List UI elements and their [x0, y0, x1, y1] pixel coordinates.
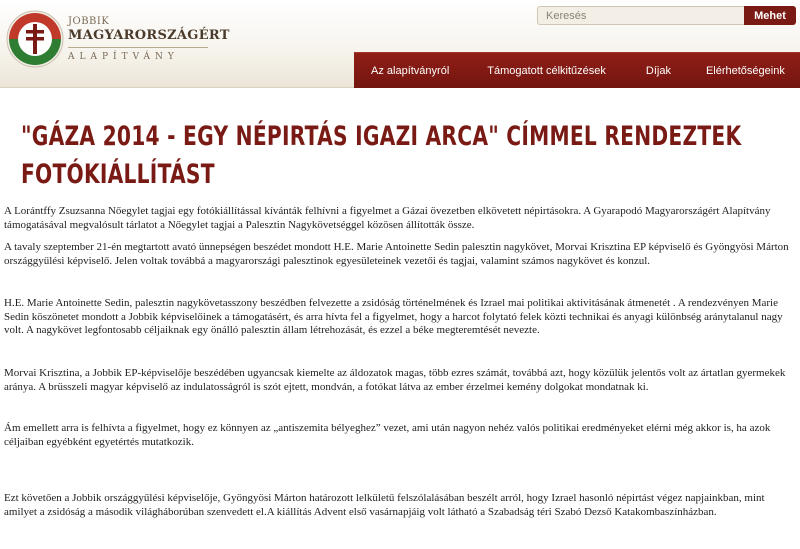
main-nav	[354, 52, 800, 88]
article-paragraph: Ezt követően a Jobbik országgyűlési képviselője, Gyöngyösi Márton határozott lelkületű felszólalásában beszélt arról, hogy Izrael hasonló népirtást végez napjainkban, mint amilyet a zsidóság a második világháborúban szenvedett el.A kiállítás Advent első vasárnapjáig volt látható a Szabadság téri Szabó Dezső Katakombaszínházban.	[4, 492, 765, 518]
article-paragraph: A tavaly szeptember 21-én megtartott avató ünnepségen beszédet mondott H.E. Marie Antoinette Sedin palesztin nagykövet, Morvai Krisztina EP képviselő és Gyöngyösi Márton országgyűlési képviselő. Jelen voltak továbbá a magyarországi palesztinok egyesületeinek vezetői és tagjai, valamint számos nagykövet és konzul.	[4, 241, 789, 267]
nav-item-contacts[interactable]: Elérhetőségeink	[705, 64, 785, 77]
article-paragraph: H.E. Marie Antoinette Sedin, palesztin nagykövetasszony beszédben felvezette a zsidóság történelmének és Izrael mai politikai aktivitásának átmenetét . A rendezvényen Marie Sedin köszönetet mondott a Jobbik képviselőinek a támogatásért, és arra hívta fel a figyelmet, hogy a harcot folytató felek közti technikai és anyagi különbség aránytalanul nagy volt. A nagykövet legfontosabb céljaiknak egy önálló palesztin állam létrehozását, és ezzel a béke megteremtését nevezte.	[4, 297, 783, 336]
article-paragraph: Ám emellett arra is felhívta a figyelmet, hogy ez könnyen az „antiszemita bélyeghez” vezet, ami után nagyon nehéz valós politikai eredményeket elérni még akkor is, ha azok céljaiban egyébként egyetértés mutatkozik.	[4, 422, 771, 448]
article-title: "GÁZA 2014 - EGY NÉPIRTÁS IGAZI ARCA" CÍMMEL RENDEZTEK FOTÓKIÁLLÍTÁST	[21, 121, 742, 190]
nav-item-about[interactable]: Az alapítványról	[371, 64, 450, 77]
brand-line2: MAGYARORSZÁGÉRT	[68, 28, 230, 43]
search-form	[537, 6, 796, 25]
article-paragraph: Morvai Krisztina, a Jobbik EP-képviselője beszédében ugyancsak kiemelte az áldozatok magas, több ezres számát, továbbá azt, hogy közülük jelentős volt az ártatlan gyermekek aránya. A brüsszeli magyar képviselő az indulatosságról is szót ejtett, mondván, a fotókat látva az ember érzelmei kemény dolgokat mondatnak ki.	[4, 367, 786, 393]
logo-emblem-icon[interactable]	[6, 10, 64, 68]
brand-line3: ALAPÍTVÁNY	[68, 52, 179, 62]
search-button[interactable]: Mehet	[744, 6, 796, 25]
brand-line1: JOBBIK	[68, 16, 110, 27]
site-header	[0, 0, 800, 88]
brand-logo-text[interactable]	[68, 16, 230, 63]
nav-item-awards[interactable]: Díjak	[645, 64, 671, 77]
article-paragraph: A Lorántffy Zsuzsanna Nőegylet tagjai egy fotókiállítással kívánták felhívni a figyelmet a Gázai övezetben elkövetett népirtásokra. A Gyarapodó Magyarországért Alapítvány támogatásával megvalósult tárlatot a Nőegylet tagjai a Palesztin Nagykövetséggel közösen állították össze.	[4, 205, 771, 231]
brand-divider	[68, 47, 208, 48]
nav-item-supported-goals[interactable]: Támogatott célkitűzések	[487, 64, 606, 77]
search-input[interactable]	[537, 6, 744, 25]
article-content	[0, 88, 800, 549]
